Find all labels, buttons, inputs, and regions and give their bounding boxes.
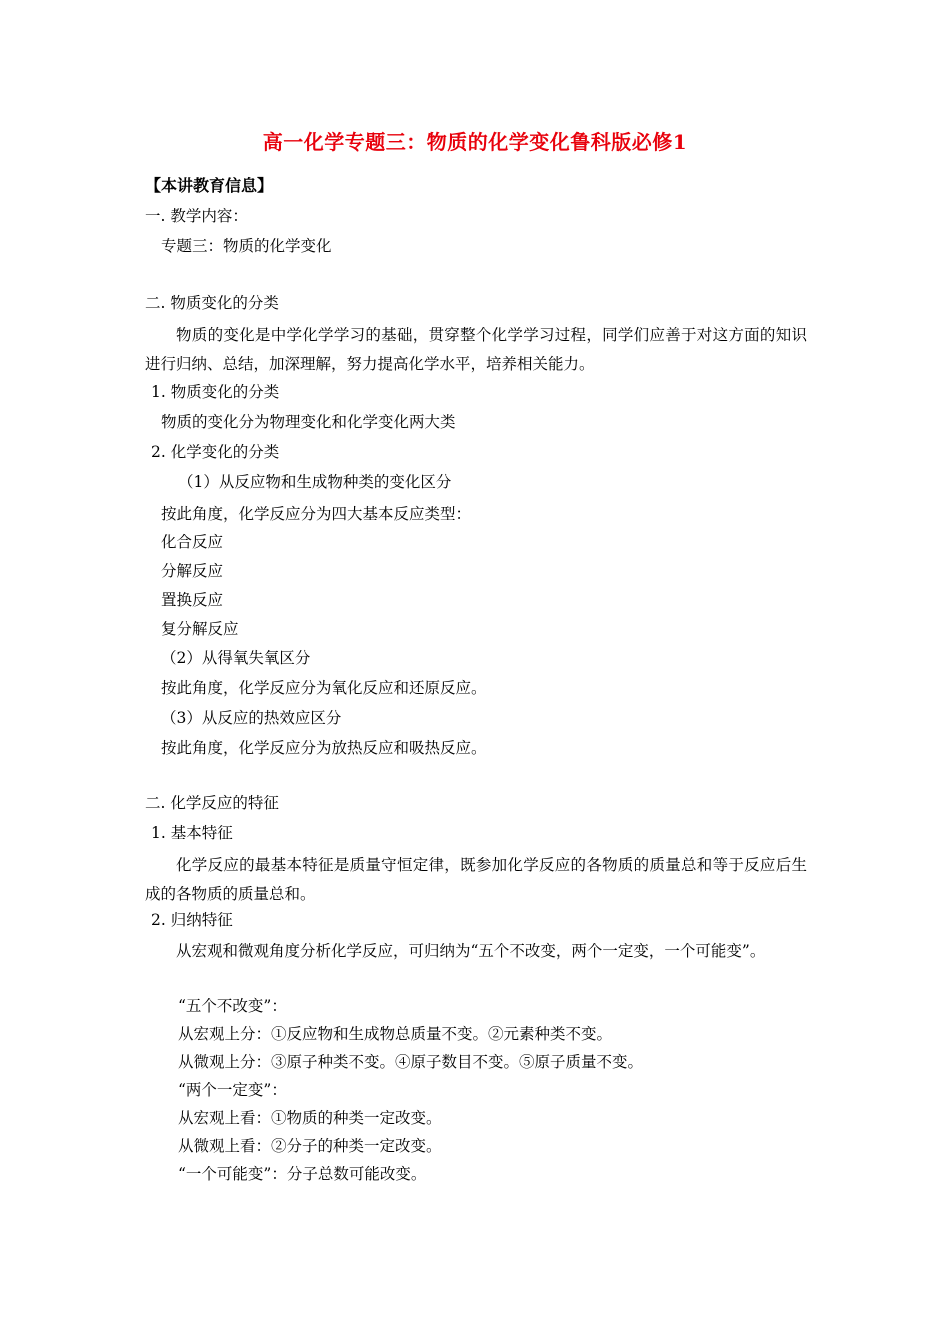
criterion-1: （1）从反应物和生成物种类的变化区分 (178, 473, 452, 491)
text-line: 按此角度，化学反应分为放热反应和吸热反应。 (161, 739, 487, 757)
subheading-1: 1. 物质变化的分类 (151, 383, 280, 401)
criterion-3: （3）从反应的热效应区分 (161, 709, 342, 727)
summary-item: 从宏观上分：①反应物和生成物总质量不变。②元素种类不变。 (178, 1025, 613, 1043)
reaction-type: 复分解反应 (161, 620, 239, 638)
summary-paragraph: 从宏观和微观角度分析化学反应，可归纳为“五个不改变，两个一定变，一个可能变”。 (176, 942, 766, 960)
summary-item: 从宏观上看：①物质的种类一定改变。 (178, 1109, 442, 1127)
summary-item: “五个不改变”： (178, 997, 287, 1015)
heading-reaction-features: 二. 化学反应的特征 (145, 794, 279, 812)
intro-paragraph: 物质的变化是中学化学学习的基础，贯穿整个化学学习过程，同学们应善于对这方面的知识进行归纳、总结，加深理解，努力提高化学水平，培养相关能力。 (145, 326, 807, 373)
subheading-summary-feature: 2. 归纳特征 (151, 911, 233, 929)
topic-line: 专题三：物质的化学变化 (161, 237, 332, 255)
summary-item: 从微观上分：③原子种类不变。④原子数目不变。⑤原子质量不变。 (178, 1053, 644, 1071)
text-line: 物质的变化分为物理变化和化学变化两大类 (161, 413, 456, 431)
summary-item: “两个一定变”： (178, 1081, 287, 1099)
summary-item: “一个可能变”：分子总数可能改变。 (178, 1165, 427, 1183)
reaction-type: 置换反应 (161, 591, 224, 609)
subheading-basic-feature: 1. 基本特征 (151, 824, 233, 842)
section-header: 【本讲教育信息】 (145, 176, 274, 195)
reaction-type: 化合反应 (161, 533, 224, 551)
summary-item: 从微观上看：②分子的种类一定改变。 (178, 1137, 442, 1155)
subheading-2: 2. 化学变化的分类 (151, 443, 280, 461)
reaction-type: 分解反应 (161, 562, 224, 580)
heading-change-classification: 二. 物质变化的分类 (145, 294, 279, 312)
document-title: 高一化学专题三：物质的化学变化鲁科版必修1 (262, 130, 688, 154)
text-line: 按此角度，化学反应分为氧化反应和还原反应。 (161, 679, 487, 697)
criterion-2: （2）从得氧失氧区分 (161, 649, 311, 667)
heading-teaching-content: 一. 教学内容： (145, 207, 248, 225)
basic-feature-paragraph: 化学反应的最基本特征是质量守恒定律，既参加化学反应的各物质的质量总和等于反应后生成的各物质的质量总和。 (145, 856, 807, 903)
text-line: 按此角度，化学反应分为四大基本反应类型： (161, 505, 472, 523)
